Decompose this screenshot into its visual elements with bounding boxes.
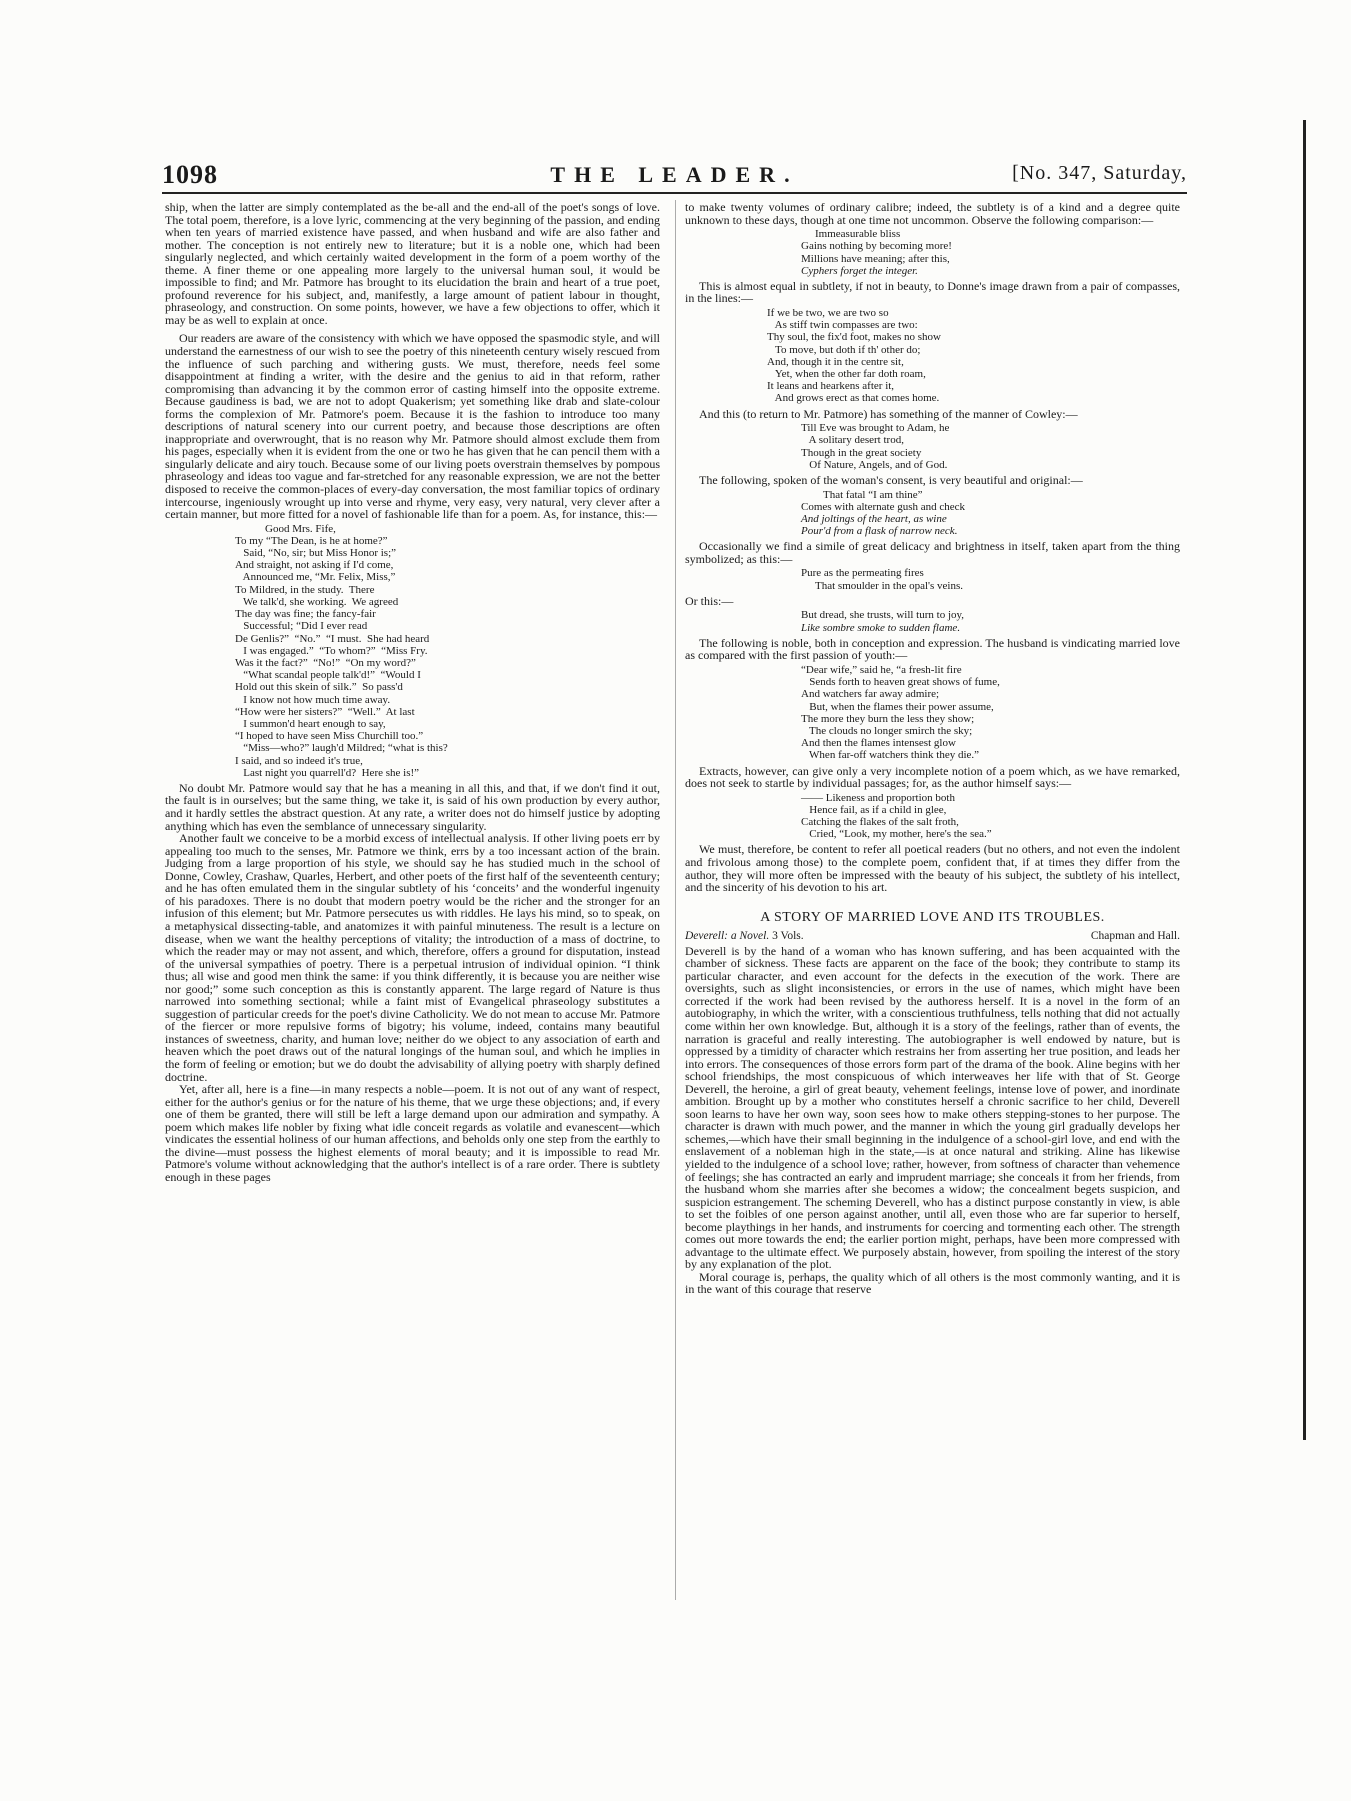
verse-line: And watchers far away admire; [801,688,940,701]
verse-line: Till Eve was brought to Adam, he [801,422,950,435]
verse-line: If we be two, we are two so [767,307,889,319]
verse-line: But, when the flames their power assume, [801,700,994,713]
verse-line: To my “The Dean, is he at home?” [235,534,388,547]
verse-line: Cyphers forget the integer. [801,264,918,277]
verse-line: De Genlis?” “No.” “I must. She had heard [235,632,430,645]
paragraph: And this (to return to Mr. Patmore) has something of the manner of Cowley:— [699,406,1078,421]
paragraph: The following, spoken of the woman's consent, is very beautiful and original:— [699,472,1083,487]
verse-line: Gains nothing by becoming more! [801,240,952,253]
book-volumes: 3 Vols. [772,930,804,943]
verse-line: Millions have meaning; after this, [801,252,950,265]
verse-quotation [685,664,1180,762]
verse-line: That smoulder in the opal's veins. [815,579,964,592]
verse-line: Successful; “Did I ever read [235,620,368,633]
verse-line: Sends forth to heaven great shows of fume, [801,676,1000,689]
verse-line: But dread, she trusts, will turn to joy, [801,609,965,622]
verse-line: “How were her sisters?” “Well.” At last [235,705,415,718]
paragraph: This is almost equal in subtlety, if not in beauty, to Donne's image drawn from a pair of compasses, in the lines:— [685,278,1180,306]
article-heading: A STORY OF MARRIED LOVE AND ITS TROUBLES. [760,909,1105,925]
verse-quotation [685,307,1180,405]
paragraph: Yet, after all, here is a fine—in many respects a noble—poem. It is not out of any want of respect, either for the author's genius or for the nature of his theme, that we urge these objections; and, if every one of them be granted, there will still be left a large demand upon our admiration and sympathy. A poem which makes life nobler by fixing what idle conceit regards as volatile and evanescent—which vindicates the essential holiness of our human affections, and beholds only one step from the earthly to the divine—must possess the highest elements of moral beauty; and it is impossible to read Mr. Patmore's volume without acknowledging that the author's intellect is of a rare order. There is subtlety enough in these pages [165,1082,660,1184]
verse-line: Of Nature, Angels, and of God. [801,458,948,471]
paragraph: to make twenty volumes of ordinary calibre; indeed, the subtlety is of a kind and a degree quite unknown to these days, though at one time not uncommon. Observe the following comparison:— [685,200,1180,227]
verse-line: Catching the flakes of the salt froth, [801,816,959,829]
verse-line: And then the flames intensest glow [801,737,956,750]
verse-quotation [685,792,1180,841]
paragraph: Another fault we conceive to be a morbid excess of intellectual analysis. If other living poets err by appealing too much to the senses, Mr. Patmore we think, errs by a too incessant action of the brain. Judging from a large proportion of his style, we should say he has studied much in the school of Donne, Cowley, Crashaw, Quarles, Herbert, and other poets of the first half of the seventeenth century; and he has often emulated them in the singular subtlety of his ‘conceits’ and the wonderful ingenuity of his paradoxes. There is no doubt that modern poetry would be the richer and the stronger for an infusion of this element; but Mr. Patmore persecutes us with riddles. He lays his mind, so to speak, on a metaphysical dissecting-table, and anatomizes it with painful minuteness. The result is a lecture on disease, when we want the healthy perceptions of vitality; the introduction of a mass of doctrine, to which the reader may or may not assent, and which, therefore, offers a ground for disputation, instead of the universal sympathies of poetry. There is a perpetual intrusion of individual opinion. “I think thus; all wise and good men think the same: if you think differently, it is because you are neither wise nor good;” some such conception as this is constantly apparent. The large regard of Nature is thus narrowed into something sectional; while a faint mist of Evangelical phraseology substitutes a suggestion of particular creeds for the poet's divine Catholicity. We do not mean to accuse Mr. Patmore of the fiercer or more repulsive forms of bigotry; his volume, indeed, contains many beautiful instances of sweetness, charity, and human love; neither do we object to any association of earth and heaven which the poet draws out of the natural longings of the human soul, and which he implies in the form of feeling or emotion; but we do doubt the advisability of allying poetry with sharply defined doctrine. [165,831,660,1084]
verse-quotation [165,523,660,779]
paragraph: No doubt Mr. Patmore would say that he has a meaning in all this, and that, if we don't find it out, the fault is in ourselves; but the same thing, we take it, is said of his own production by every author, and it hardly settles the abstract question. At any rate, a writer does not do himself justice by adopting anything which has even the semblance of unnecessary singularity. [165,780,660,833]
paragraph: We must, therefore, be content to refer all poetical readers (but no others, and not even the indolent and frivolous among those) to the complete poem, confident that, if at times they differ from the author, they will more often be impressed with the beauty of his subject, the subtlety of his intellect, and the sincerity of his devotion to his art. [685,842,1180,895]
verse-line: “Miss—who?” laugh'd Mildred; “what is this? [235,742,448,755]
verse-line: “Dear wife,” said he, “a fresh-lit fire [801,663,962,676]
issue-label: [No. 347, Saturday, [1012,162,1187,184]
verse-line: It leans and hearkens after it, [767,380,895,393]
verse-quotation [685,422,1180,471]
verse-line: And straight, not asking if I'd come, [235,559,394,572]
verse-line: Was it the fact?” “No!” “On my word?” [235,656,416,669]
verse-line: A solitary desert trod, [801,434,904,447]
verse-line: That fatal “I am thine” [823,488,923,501]
paragraph: Our readers are aware of the consistency with which we have opposed the spasmodic style, and will understand the earnestness of our wish to see the poetry of this nineteenth century wisely rescued from the influence of such parching and withering gusts. We must, therefore, needs feel some disappointment at finding a writer, with the desire and the genius to aid in that reform, rather compromising than advancing it by the common error of casting himself into the opposite extreme. Because gaudiness is bad, we are not to adopt Quakerism; yet something like drab and slate-colour forms the complexion of Mr. Patmore's poem. Because it is the fashion to introduce too many descriptions of natural scenery into our current poetry, and because those descriptions are often inappropriate and overwrought, that is no reason why Mr. Patmore should almost exclude them from his pages, especially when it is evident from the one or two he has given that he can pencil them with a singularly delicate and airy touch. Because some of our living poets overstrain themselves by pompous phraseology and ideas too vague and far-stretched for any reasonable expression, we are not the better disposed to receive the common-places of every-day conversation, the most familiar topics of ordinary intercourse, ingeniously wrought up into verse and rhyme, very easy, very natural, very clever after a certain manner, but more fitted for a novel of fashionable life than for a poem. As, for instance, this:— [165,331,660,522]
verse-line: To move, but doth if th' other do; [767,343,921,356]
paragraph: Or this:— [685,593,734,608]
verse-line: Good Mrs. Fife, [265,522,336,535]
paragraph: Moral courage is, perhaps, the quality which of all others is the most commonly wanting, and it is in the want of this courage that reserve [685,1269,1180,1297]
verse-line: Said, “No, sir; but Miss Honor is;” [235,547,397,560]
verse-line: I know not how much time away. [235,693,391,706]
verse-line: Pour'd from a flask of narrow neck. [801,525,958,538]
verse-quotation [685,567,1180,591]
paragraph: Extracts, however, can give only a very incomplete notion of a poem which, as we have remarked, does not seek to startle by individual passages; for, as the author himself says:— [685,763,1180,791]
verse-line: And joltings of the heart, as wine [801,512,947,525]
verse-line: “I hoped to have seen Miss Churchill too.” [235,730,424,743]
column-separator [675,200,676,1600]
verse-line: I was engaged.” “To whom?” “Miss Fry. [235,644,428,657]
verse-line: Like sombre smoke to sudden flame. [801,621,961,634]
verse-line: Immeasurable bliss [815,228,901,241]
page-number: 1098 [162,160,218,189]
verse-line: Announced me, “Mr. Felix, Miss,” [235,571,396,584]
verse-line: The clouds no longer smirch the sky; [801,724,973,737]
verse-line: We talk'd, she working. We agreed [235,595,399,608]
verse-line: Comes with alternate gush and check [801,500,966,513]
book-publisher: Chapman and Hall. [1090,930,1180,943]
masthead-title: THE LEADER. [550,162,799,187]
verse-line: Pure as the permeating fires [801,567,924,580]
verse-quotation [685,228,1180,277]
right-column [685,201,1180,1296]
verse-line: Thy soul, the fix'd foot, makes no show [767,331,941,344]
verse-line: “What scandal people talk'd!” “Would I [235,669,421,682]
left-column [165,201,660,1183]
verse-line: Cried, “Look, my mother, here's the sea.” [801,828,992,841]
verse-line: The day was fine; the fancy-fair [235,608,376,621]
header-rule [162,192,1187,194]
book-title: Deverell: a Novel. [685,930,770,943]
verse-line: As stiff twin compasses are two: [767,319,918,332]
page-edge-rule [1303,120,1306,1440]
verse-line: To Mildred, in the study. There [235,583,375,596]
paragraph: Deverell is by the hand of a woman who has known suffering, and has been acquainted with the chamber of sickness. These facts are apparent on the face of the book; they contribute to stamp its particular character, and even account for the defects in the execution of the work. There are oversights, such as slight inconsistencies, or errors in the use of names, which might have been corrected if the work had been revised by the authoress herself. It is a novel in the form of an autobiography, in which the writer, with a conscientious truthfulness, tells nothing that did not actually come within her own knowledge. But, although it is a story of the feelings, rather than of events, the narration is graceful and really interesting. The autobiographer is well endowed by nature, but is oppressed by a timidity of character which restrains her from asserting her true position, and leads her into errors. The consequences of those errors form part of the drama of the book. Aline begins with her school friendships, the most conspicuous of which interweaves her life with that of St. George Deverell, the heroine, a girl of great beauty, vehement feelings, intense love of power, and inordinate ambition. Brought up by a mother who constitutes herself a chronic sacrifice to her child, Deverell soon learns to have her own way, soon sees how to make others stepping-stones to her purpose. The character is drawn with much power, and the manner in which the young girl gradually develops her schemes,—which have their small beginning in the indulgence of a school-girl love, and end with the enslavement of a nobleman high in the state,—is at once natural and striking. Aline has likewise yielded to the indulgence of a school love; rather, however, from softness of character than vehemence of feelings; she has contracted an early and imprudent marriage; she conceals it from her friends, from the husband whom she marries after she becomes a widow; the concealment begets suspicion, and suspicion estrangement. The scheming Deverell, who has a distinct purpose constantly in view, is able to set the foibles of one person against another, until all, even those who are far superior to herself, become playthings in her hands, and instruments for coercing and tormenting each other. The strength comes out more towards the end; the earlier portion might, perhaps, have been more compressed with advantage to the ultimate effect. We purposely abstain, however, from spoiling the interest of the story by any explanation of the plot. [685,943,1180,1272]
verse-line: And grows erect as that comes home. [767,392,940,405]
paragraph: The following is noble, both in conception and expression. The husband is vindicating married love as compared with the first passion of youth:— [685,635,1180,663]
verse-line: —— Likeness and proportion both [801,791,955,804]
paragraph: Occasionally we find a simile of great delicacy and brightness in itself, taken apart from the thing symbolized; as this:— [685,539,1180,566]
verse-line: Hence fail, as if a child in glee, [801,803,947,816]
verse-line: Though in the great society [801,446,922,459]
publication-info [685,930,1180,943]
verse-line: Hold out this skein of silk.” So pass'd [235,681,403,694]
verse-quotation [685,489,1180,538]
verse-line: The more they burn the less they show; [801,712,975,725]
paragraph: ship, when the latter are simply contemplated as the be-all and the end-all of the poet's songs of love. The total poem, therefore, is a love lyric, commencing at the very beginning of the passion, and ending when ten years of married existence have passed, and when husband and wife are also father and mother. The conception is not entirely new to literature; but it is a noble one, which had been singularly neglected, and which certainly waited development in the form of a poem worthy of the theme. A finer theme or one appealing more largely to the universal human soul, it would be impossible to find; and Mr. Patmore has brought to its elucidation the brain and heart of a true poet, profound reverence for his subject, and, manifestly, a large amount of patient labour in thought, phraseology, and construction. On some points, however, we have a few objections to offer, which it may be as well to explain at once. [165,200,660,327]
verse-line: And, though it in the centre sit, [767,355,904,368]
verse-quotation [685,609,1180,633]
verse-line: When far-off watchers think they die.” [801,749,980,762]
verse-line: Last night you quarrell'd? Here she is!” [235,766,420,779]
verse-line: I summon'd heart enough to say, [235,717,386,730]
verse-line: Yet, when the other far doth roam, [767,368,926,381]
verse-line: I said, and so indeed it's true, [235,754,363,767]
page-header [162,156,1187,192]
